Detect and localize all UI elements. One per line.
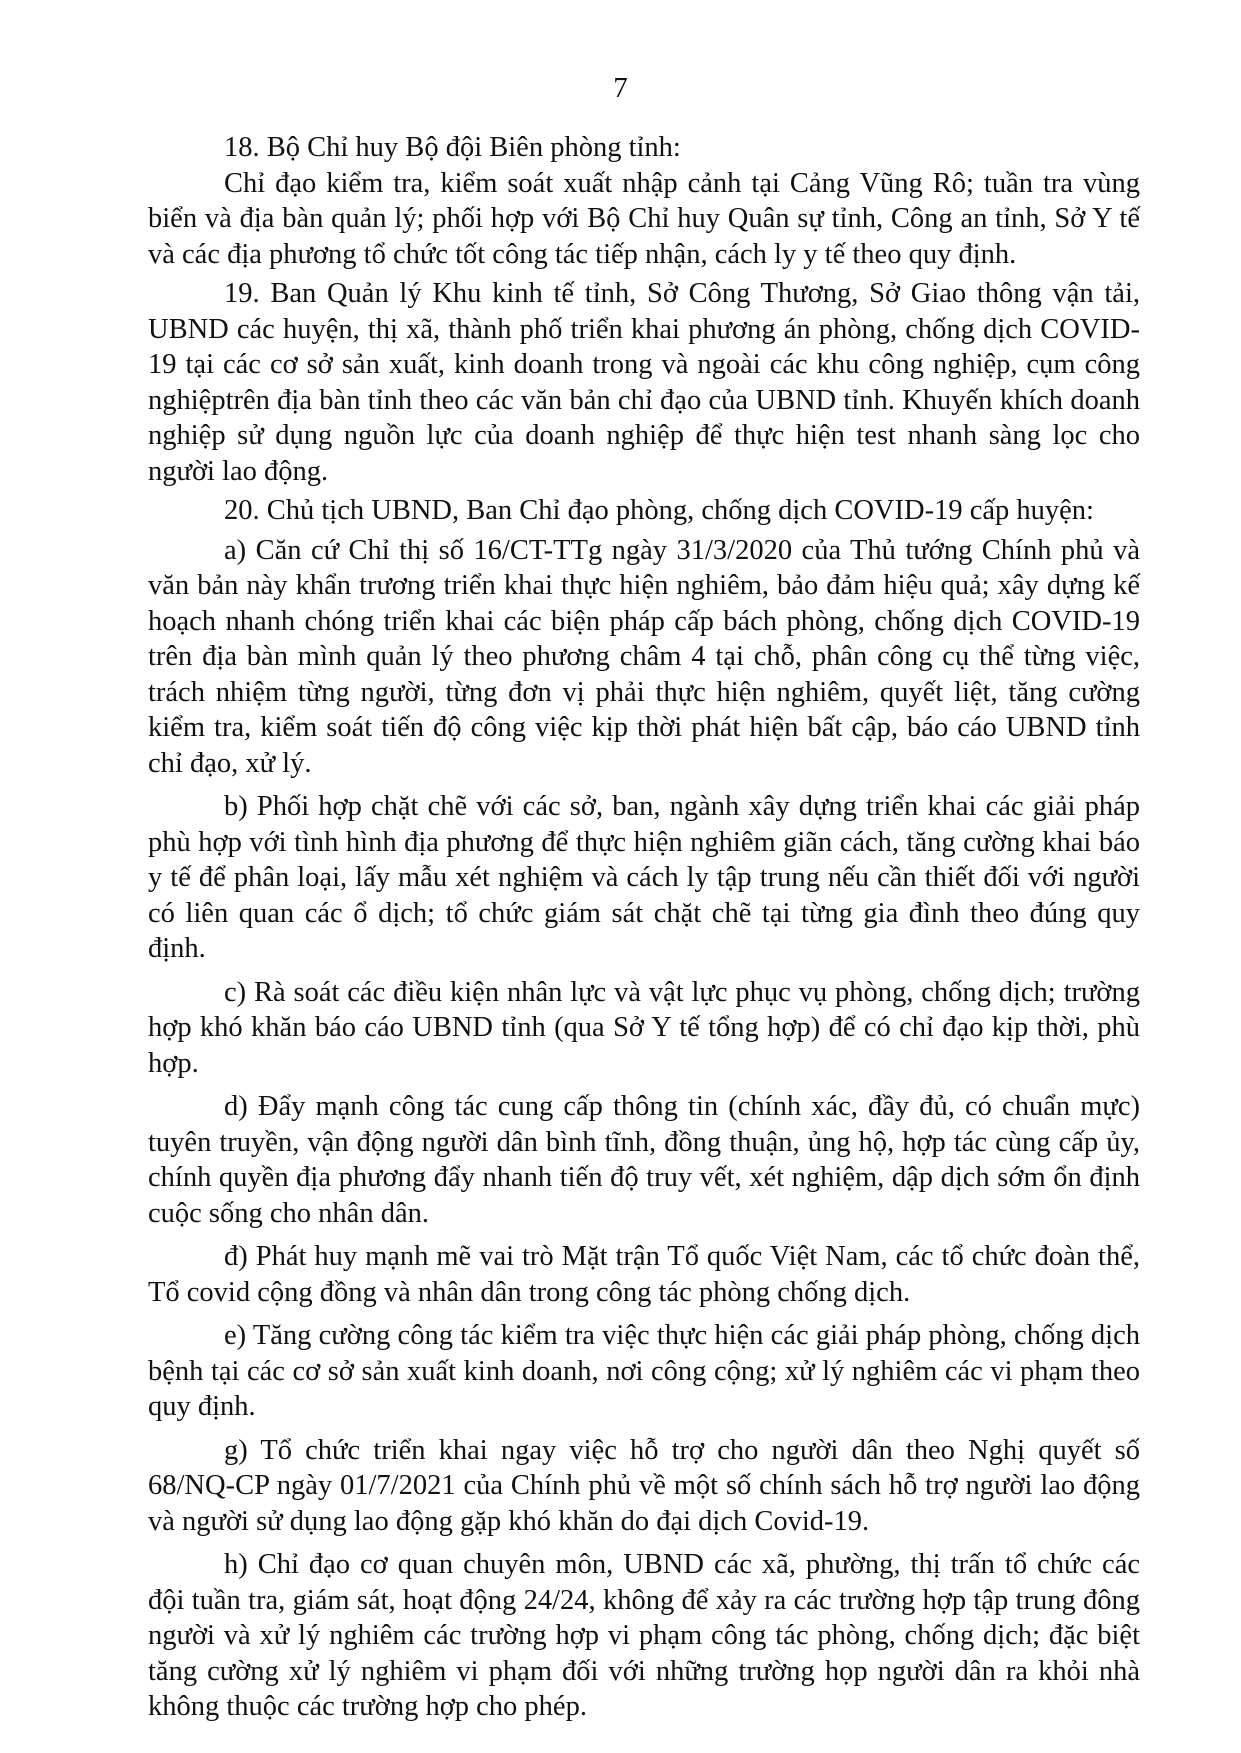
- section-20-item-h: h) Chỉ đạo cơ quan chuyên môn, UBND các xã, phường, thị trấn tổ chức các đội tuần tra, giám sát, hoạt động 24/24, không để xảy ra các trường hợp tập trung đông người và xử lý nghiêm các trường hợp vi phạm công tác phòng, chống dịch; đặc biệt tăng cường xử lý nghiêm vi phạm đối với những trường họp người dân ra khỏi nhà không thuộc các trường hợp cho phép.: [148, 1549, 1140, 1722]
- section-20-heading: 20. Chủ tịch UBND, Ban Chỉ đạo phòng, chống dịch COVID-19 cấp huyện:: [224, 495, 1094, 526]
- section-20-item-dd: đ) Phát huy mạnh mẽ vai trò Mặt trận Tổ quốc Việt Nam, các tổ chức đoàn thể, Tổ covid cộng đồng và nhân dân trong công tác phòng chống dịch.: [148, 1241, 1140, 1308]
- section-18-heading: 18. Bộ Chỉ huy Bộ đội Biên phòng tỉnh:: [224, 132, 681, 163]
- section-20-item-c: c) Rà soát các điều kiện nhân lực và vật lực phục vụ phòng, chống dịch; trường hợp khó khăn báo cáo UBND tỉnh (qua Sở Y tế tổng hợp) để có chỉ đạo kịp thời, phù hợp.: [148, 976, 1140, 1079]
- section-20-item-a: a) Căn cứ Chỉ thị số 16/CT-TTg ngày 31/3/2020 của Thủ tướng Chính phủ và văn bản này khẩn trương triển khai thực hiện nghiêm, bảo đảm hiệu quả; xây dựng kế hoạch nhanh chóng triển khai các biện pháp cấp bách phòng, chống dịch COVID-19 trên địa bàn mình quản lý theo phương châm 4 tại chỗ, phân công cụ thể từng việc, trách nhiệm từng người, từng đơn vị phải thực hiện nghiêm, quyết liệt, tăng cường kiểm tra, kiểm soát tiến độ công việc kịp thời phát hiện bất cập, báo cáo UBND tỉnh chỉ đạo, xử lý.: [148, 534, 1140, 779]
- section-20-item-g: g) Tổ chức triển khai ngay việc hỗ trợ cho người dân theo Nghị quyết số 68/NQ-CP ngày 01/7/2021 của Chính phủ về một số chính sách hỗ trợ người lao động và người sử dụng lao động gặp khó khăn do đại dịch Covid-19.: [148, 1434, 1140, 1537]
- section-20-item-d: d) Đẩy mạnh công tác cung cấp thông tin (chính xác, đầy đủ, có chuẩn mực) tuyên truyền, vận động người dân bình tĩnh, đồng thuận, ủng hộ, hợp tác cùng cấp ủy, chính quyền địa phương đẩy nhanh tiến độ truy vết, xét nghiệm, dập dịch sớm ổn định cuộc sống cho nhân dân.: [148, 1091, 1140, 1229]
- section-19-body: 19. Ban Quản lý Khu kinh tế tỉnh, Sở Công Thương, Sở Giao thông vận tải, UBND các huyện, thị xã, thành phố triển khai phương án phòng, chống dịch COVID-19 tại các cơ sở sản xuất, kinh doanh trong và ngoài các khu công nghiệp, cụm công nghiệptrên địa bàn tỉnh theo các văn bản chỉ đạo của UBND tỉnh. Khuyến khích doanh nghiệp sử dụng nguồn lực của doanh nghiệp để thực hiện test nhanh sàng lọc cho người lao động.: [148, 278, 1140, 487]
- page-number: 7: [613, 72, 628, 104]
- document-body: [148, 130, 1140, 1725]
- section-20-item-e: e) Tăng cường công tác kiểm tra việc thực hiện các giải pháp phòng, chống dịch bệnh tại các cơ sở sản xuất kinh doanh, nơi công cộng; xử lý nghiêm các vi phạm theo quy định.: [148, 1320, 1140, 1422]
- section-18-body: Chỉ đạo kiểm tra, kiểm soát xuất nhập cảnh tại Cảng Vũng Rô; tuần tra vùng biển và địa bàn quản lý; phối hợp với Bộ Chỉ huy Quân sự tỉnh, Công an tỉnh, Sở Y tế và các địa phương tổ chức tốt công tác tiếp nhận, cách ly y tế theo quy định.: [148, 167, 1140, 270]
- section-20-item-b: b) Phối hợp chặt chẽ với các sở, ban, ngành xây dựng triển khai các giải pháp phù hợp với tình hình địa phương để thực hiện nghiêm giãn cách, tăng cường khai báo y tế để phân loại, lấy mẫu xét nghiệm và cách ly tập trung nếu cần thiết đối với người có liên quan các ổ dịch; tổ chức giám sát chặt chẽ tại từng gia đình theo đúng quy định.: [148, 791, 1140, 964]
